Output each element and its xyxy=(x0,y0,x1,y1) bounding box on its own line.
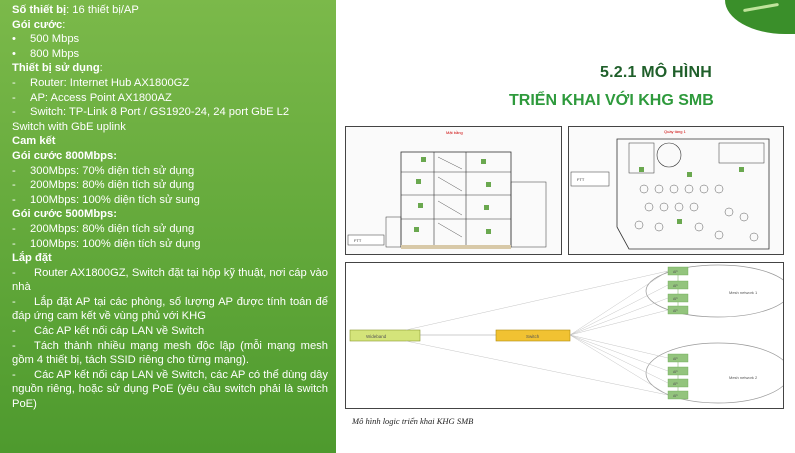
install-item-text: Tách thành nhiều mạng mesh độc lập (mỗi mạng mesh gồm 4 thiết bị, tách SSID riêng cho từng mạng). xyxy=(12,339,328,367)
ap-box xyxy=(668,379,688,387)
package-item-text: 500 Mbps xyxy=(30,33,80,46)
package-item xyxy=(12,47,328,62)
bullet-icon: - xyxy=(12,76,16,89)
install-item xyxy=(12,324,328,339)
pkg800-label: Gói cước 800Mbps: xyxy=(12,149,117,162)
install-item xyxy=(12,339,328,368)
pkg500-label: Gói cước 500Mbps: xyxy=(12,208,117,221)
install-label: Lắp đặt xyxy=(12,252,52,265)
ap-box xyxy=(668,367,688,375)
floor-plan-section-drawing xyxy=(346,127,562,255)
ap-box xyxy=(668,294,688,302)
bullet-icon: - xyxy=(12,339,16,352)
device-count-row xyxy=(12,3,328,18)
bullet-icon: - xyxy=(12,266,16,279)
mesh1-ellipse xyxy=(646,265,784,317)
device-item xyxy=(12,91,328,106)
pkg800-item xyxy=(12,164,328,179)
mesh1-label: Mesh network 1 xyxy=(729,290,758,295)
bullet-icon: - xyxy=(12,295,16,308)
install-item-text: Router AX1800GZ, Switch đặt tại hộp kỹ thuật, nơi cáp vào nhà xyxy=(12,266,328,294)
pkg800-item-text: 300Mbps: 70% diện tích sử dụng xyxy=(30,164,195,177)
devices-row xyxy=(12,61,328,76)
devices-label: Thiết bị sử dụng xyxy=(12,62,100,75)
pkg800-item-text: 100Mbps: 100% diện tích sử sung xyxy=(30,193,200,206)
plan-b-label: Quầy tầng 1 xyxy=(664,129,686,134)
ap-box xyxy=(668,267,688,275)
figure-caption: Mô hình logic triển khai KHG SMB xyxy=(352,416,474,426)
floor-plan-top xyxy=(568,126,784,255)
bullet-icon: • xyxy=(12,33,16,46)
ap-box xyxy=(668,306,688,314)
ap-label: AP xyxy=(673,284,678,288)
left-panel xyxy=(0,0,336,453)
bullet-icon: - xyxy=(12,193,16,206)
bullet-icon: • xyxy=(12,47,16,60)
pkg500-item xyxy=(12,222,328,237)
mesh2-label: Mesh network 2 xyxy=(729,375,758,380)
ap-label: AP xyxy=(673,370,678,374)
switch-label: Switch xyxy=(526,334,540,339)
section-title: 5.2.1 MÔ HÌNH xyxy=(600,64,712,81)
bullet-icon: - xyxy=(12,237,16,250)
pkg800-item-text: 200Mbps: 80% diện tích sử dụng xyxy=(30,179,195,192)
section-subtitle: TRIỂN KHAI VỚI KHG SMB xyxy=(509,92,714,109)
package-colon: : xyxy=(62,18,66,31)
device-item-text: Router: Internet Hub AX1800GZ xyxy=(30,76,190,89)
device-item-text: Switch with GbE uplink xyxy=(12,120,126,133)
bullet-icon: - xyxy=(12,325,16,338)
install-item-text: Lắp đặt AP tại các phòng, số lượng AP được tính toán để đáp ứng cam kết về vùng phủ với KHG xyxy=(12,295,328,323)
install-item-text: Các AP kết nối cáp LAN về Switch, các AP có thể dùng dây nguồn riêng, hoặc sử dụng PoE (yêu cầu switch phải là switch PoE) xyxy=(12,368,328,411)
logic-diagram-drawing xyxy=(346,263,784,409)
devices-colon: : xyxy=(99,62,103,75)
install-item-text: Các AP kết nối cáp LAN về Switch xyxy=(34,325,205,338)
plan-a-label: Mặt bằng xyxy=(446,130,463,135)
bullet-icon: - xyxy=(12,106,16,119)
device-item xyxy=(12,105,328,120)
bullet-icon: - xyxy=(12,368,16,381)
device-count-label: Số thiết bị xyxy=(12,4,67,16)
package-item xyxy=(12,32,328,47)
pkg500-item xyxy=(12,237,328,252)
ap-box xyxy=(668,281,688,289)
ftt-label-a: FTT xyxy=(354,238,362,243)
brand-corner-logo xyxy=(725,0,795,34)
install-item xyxy=(12,368,328,412)
ap-label: AP xyxy=(673,309,678,313)
device-item-text: AP: Access Point AX1800AZ xyxy=(30,91,172,104)
package-row xyxy=(12,18,328,33)
package-item-text: 800 Mbps xyxy=(30,47,80,60)
router-label: Wideband xyxy=(366,334,387,339)
brand-stripe xyxy=(743,3,779,12)
device-item xyxy=(12,76,328,91)
install-item xyxy=(12,266,328,295)
install-item xyxy=(12,295,328,324)
ap-box xyxy=(668,391,688,399)
bullet-icon: - xyxy=(12,164,16,177)
bullet-icon: - xyxy=(12,222,16,235)
commitment-label: Cam kết xyxy=(12,135,56,148)
ftt-label-b: FTT xyxy=(577,177,585,182)
floor-plan-top-drawing xyxy=(569,127,784,255)
bullet-icon: - xyxy=(12,91,16,104)
bullet-icon: - xyxy=(12,179,16,192)
device-count-value: : 16 thiết bị/AP xyxy=(66,4,139,16)
ap-label: AP xyxy=(673,357,678,361)
pkg500-item-text: 100Mbps: 100% diện tích sử dụng xyxy=(30,237,201,250)
package-label: Gói cước xyxy=(12,18,63,31)
device-item-continued xyxy=(12,120,328,135)
pkg800-item xyxy=(12,193,328,208)
ap-box xyxy=(668,354,688,362)
ap-label: AP xyxy=(673,394,678,398)
pkg500-item-text: 200Mbps: 80% diện tích sử dụng xyxy=(30,222,195,235)
ap-label: AP xyxy=(673,382,678,386)
device-item-text: Switch: TP-Link 8 Port / GS1920-24, 24 port GbE L2 xyxy=(30,106,290,119)
floor-plan-section xyxy=(345,126,562,255)
ap-label: AP xyxy=(673,270,678,274)
logic-diagram xyxy=(345,262,784,409)
ap-label: AP xyxy=(673,297,678,301)
pkg800-item xyxy=(12,178,328,193)
